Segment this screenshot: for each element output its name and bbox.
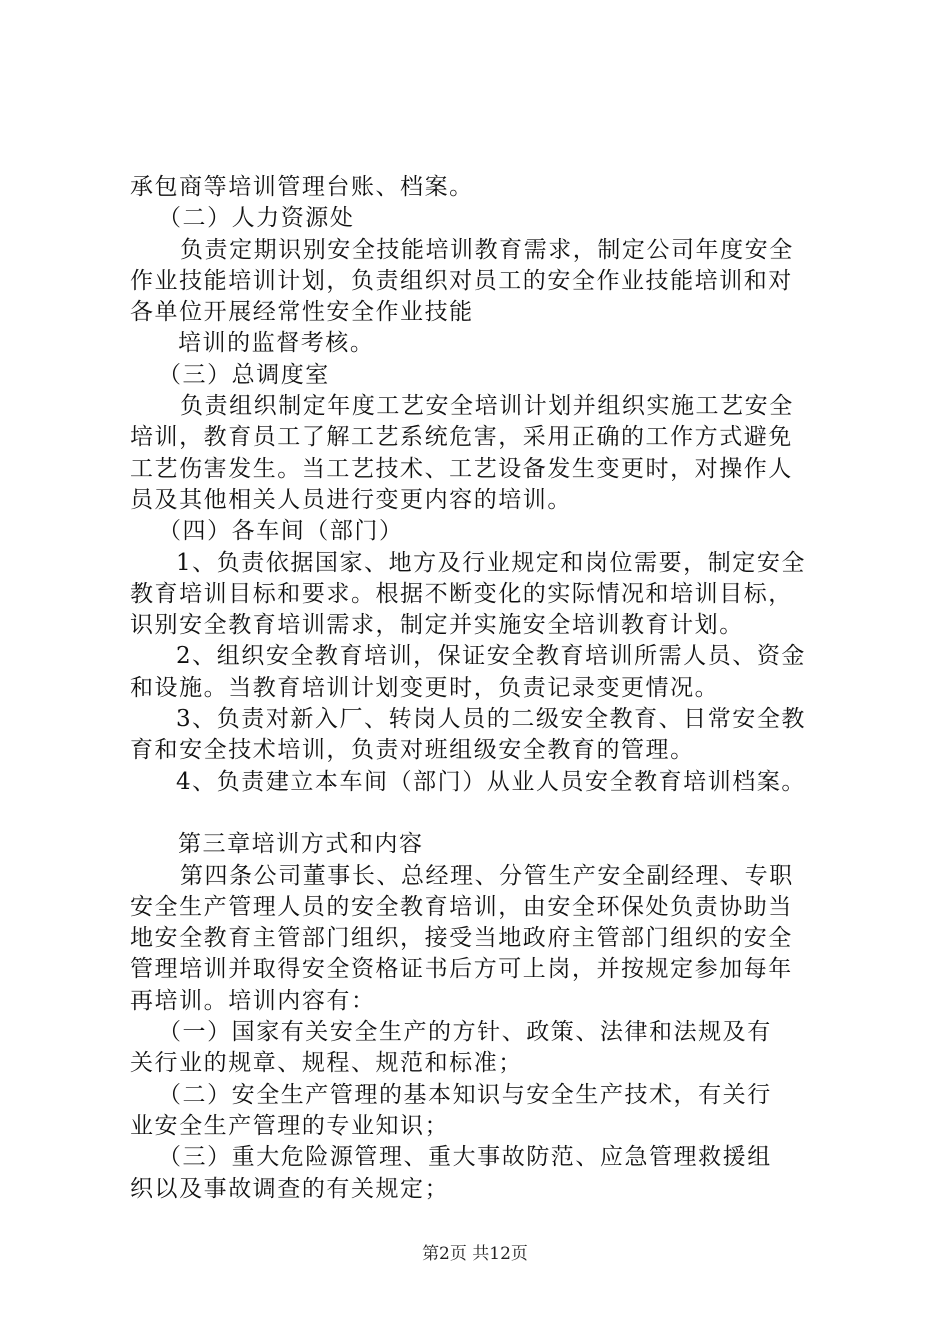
text-line: 工艺伤害发生。当工艺技术、工艺设备发生变更时，对操作人 (130, 455, 793, 482)
text-line: 作业技能培训计划，负责组织对员工的安全作业技能培训和对 (130, 267, 793, 294)
text-line: 安全生产管理人员的安全教育培训，由安全环保处负责协助当 (130, 893, 793, 920)
text-line: 培训，教育员工了解工艺系统危害，采用正确的工作方式避免 (130, 424, 793, 451)
section-heading: （四）各车间（部门） (158, 518, 404, 545)
text-line: 育和安全技术培训，负责对班组级安全教育的管理。 (130, 737, 695, 764)
text-line: 织以及事故调查的有关规定； (130, 1175, 450, 1202)
text-line: 地安全教育主管部门组织，接受当地政府主管部门组织的安全 (130, 925, 793, 952)
text-line: 1、负责依据国家、地方及行业规定和岗位需要，制定安全 (176, 549, 806, 576)
page-number-footer: 第2页 共12页 (422, 1244, 528, 1264)
text-line: 教育培训目标和要求。根据不断变化的实际情况和培训目标， (130, 580, 793, 607)
text-line: 识别安全教育培训需求，制定并实施安全培训教育计划。 (130, 612, 744, 639)
text-line: 承包商等培训管理台账、档案。 (130, 174, 474, 200)
text-line: 员及其他相关人员进行变更内容的培训。 (130, 486, 572, 513)
section-heading: （二）人力资源处 (158, 205, 355, 232)
text-line: 各单位开展经常性安全作业技能 (130, 299, 474, 326)
list-item: （一）国家有关安全生产的方针、政策、法律和法规及有 (158, 1019, 772, 1046)
text-line: 2、组织安全教育培训，保证安全教育培训所需人员、资金 (176, 643, 806, 670)
list-item: （二）安全生产管理的基本知识与安全生产技术，有关行 (158, 1081, 772, 1108)
section-heading: （三）总调度室 (158, 361, 330, 388)
text-line: 负责定期识别安全技能培训教育需求，制定公司年度安全 (180, 236, 794, 263)
text-line: 4、负责建立本车间（部门）从业人员安全教育培训档案。 (176, 768, 806, 795)
text-line: 3、负责对新入厂、转岗人员的二级安全教育、日常安全教 (176, 706, 806, 733)
text-line: 培训的监督考核。 (178, 330, 375, 357)
text-line: 管理培训并取得安全资格证书后方可上岗，并按规定参加每年 (130, 956, 793, 983)
text-line: 负责组织制定年度工艺安全培训计划并组织实施工艺安全 (180, 393, 794, 420)
document-body (130, 172, 835, 1205)
text-line: 再培训。培训内容有： (130, 987, 376, 1014)
blank-line (130, 798, 835, 829)
chapter-heading: 第三章培训方式和内容 (178, 831, 424, 858)
text-line: 业安全生产管理的专业知识； (130, 1112, 450, 1139)
text-line: 和设施。当教育培训计划变更时，负责记录变更情况。 (130, 674, 720, 701)
text-line: 第四条公司董事长、总经理、分管生产安全副经理、专职 (180, 862, 794, 889)
list-item: （三）重大危险源管理、重大事故防范、应急管理救援组 (158, 1144, 772, 1171)
text-line: 关行业的规章、规程、规范和标准； (130, 1050, 523, 1077)
